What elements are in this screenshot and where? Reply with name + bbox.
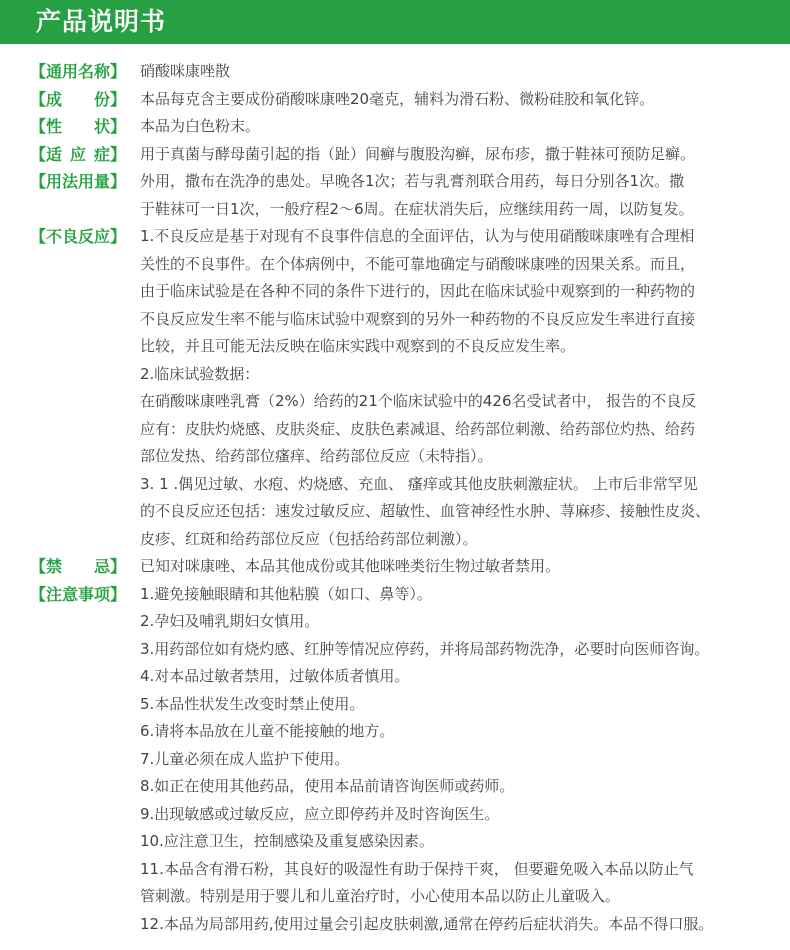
section-label-text: 不良反应 xyxy=(46,227,111,246)
text-line: 11.本品含有滑石粉，其良好的吸湿性有助于保持干爽， 但要避免吸入本品以防止气 xyxy=(140,859,694,878)
section-body xyxy=(140,86,790,114)
text-line: 4.对本品过敏者禁用，过敏体质者慎用。 xyxy=(140,667,410,685)
section-body xyxy=(140,553,790,581)
section-label-text: 禁忌 xyxy=(46,557,111,576)
section-label xyxy=(0,553,140,581)
section-label-text: 成份 xyxy=(46,89,111,109)
text-line: 已知对咪康唑、本品其他成份或其他咪唑类衍生物过敏者禁用。 xyxy=(140,557,561,575)
text-line: 用于真菌与酵母菌引起的指（趾）间癣与腹股沟癣，尿布疹，撒于鞋袜可预防足癣。 xyxy=(140,144,696,163)
text-line: 关性的不良事件。在个体病例中，不能可靠地确定与硝酸咪康唑的因果关系。而且， xyxy=(140,254,696,273)
text-line: 皮疹、红斑和给药部位反应（包括给药部位刺激）。 xyxy=(140,529,478,548)
section-body xyxy=(140,141,790,169)
section-label xyxy=(0,86,140,114)
section-label-text: 用法用量 xyxy=(46,172,111,191)
text-line: 应有：皮肤灼烧感、皮肤炎症、皮肤色素减退、给药部位刺激、给药部位灼热、给药 xyxy=(140,419,696,438)
text-line: 本品为白色粉末。 xyxy=(140,117,261,135)
text-line: 的不良反应还包括：速发过敏反应、超敏性、血管神经性水肿、荨麻疹、接触性皮炎、 xyxy=(140,502,711,520)
bracket-right: 】 xyxy=(110,172,127,191)
bracket-left: 【 xyxy=(30,557,47,576)
text-line: 2.临床试验数据： xyxy=(140,364,260,383)
section-label xyxy=(0,58,140,86)
text-line: 本品每克含主要成份硝酸咪康唑20毫克，辅料为滑石粉、微粉硅胶和氧化锌。 xyxy=(140,89,655,108)
section-1 xyxy=(0,86,790,114)
text-line: 5.本品性状发生改变时禁止使用。 xyxy=(140,694,365,713)
text-line: 管刺激。特别是用于婴儿和儿童治疗时，小心使用本品以防止儿童吸入。 xyxy=(140,887,621,905)
text-line: 3. 1 .偶见过敏、水疱、灼烧感、充血、 瘙痒或其他皮肤刺激症状。 上市后非常罕见 xyxy=(140,474,698,493)
bracket-left: 【 xyxy=(30,89,47,109)
text-line: 由于临床试验是在各种不同的条件下进行的，因此在临床试验中观察到的一种药物的 xyxy=(140,282,696,300)
text-line: 12.本品为局部用药,使用过量会引起皮肤刺激,通常在停药后症状消失。本品不得口服。 xyxy=(140,914,714,933)
text-line: 1.不良反应是基于对现有不良事件信息的全面评估，认为与使用硝酸咪康唑有合理相 xyxy=(140,227,695,245)
section-3 xyxy=(0,141,790,169)
bracket-left: 【 xyxy=(30,117,47,136)
bracket-right: 】 xyxy=(110,227,127,246)
section-6 xyxy=(0,553,790,581)
bracket-right: 】 xyxy=(110,117,127,136)
text-line: 硝酸咪康唑散 xyxy=(140,62,231,80)
section-4 xyxy=(0,168,790,223)
bracket-right: 】 xyxy=(110,584,127,604)
page-title: 产品说明书 xyxy=(36,7,167,36)
text-line: 于鞋袜可一日1次，一般疗程2～6周。在症状消失后，应继续用药一周，以防复发。 xyxy=(140,199,694,218)
section-label-text: 注意事项 xyxy=(46,584,111,604)
text-line: 比较，并且可能无法反映在临床实践中观察到的不良反应发生率。 xyxy=(140,337,576,355)
section-label-text: 适应症 xyxy=(46,144,111,164)
text-line: 外用，撒布在洗净的患处。早晚各1次；若与乳膏剂联合用药，每日分别各1次。撒 xyxy=(140,172,685,190)
bracket-right: 】 xyxy=(110,62,127,81)
bracket-left: 【 xyxy=(30,172,47,191)
text-line: 部位发热、给药部位瘙痒、给药部位反应（未特指）。 xyxy=(140,447,493,465)
bracket-left: 【 xyxy=(30,144,47,164)
section-body xyxy=(140,58,790,86)
section-2 xyxy=(0,113,790,141)
bracket-right: 】 xyxy=(110,89,127,109)
text-line: 6.请将本品放在儿童不能接触的地方。 xyxy=(140,722,395,740)
section-label xyxy=(0,581,140,939)
section-label-text: 通用名称 xyxy=(46,62,111,81)
section-label xyxy=(0,141,140,169)
text-line: 不良反应发生率不能与临床试验中观察到的另外一种药物的不良反应发生率进行直接 xyxy=(140,309,696,328)
header-bar xyxy=(0,0,790,44)
section-body xyxy=(140,113,790,141)
text-line: 2.孕妇及哺乳期妇女慎用。 xyxy=(140,612,320,630)
text-line: 7.儿童必须在成人监护下使用。 xyxy=(140,749,350,768)
text-line: 1.避免接触眼睛和其他粘膜（如口、鼻等）。 xyxy=(140,584,432,603)
section-5 xyxy=(0,223,790,553)
text-line: 10.应注意卫生，控制感染及重复感染因素。 xyxy=(140,832,434,850)
section-body xyxy=(140,581,790,939)
bracket-left: 【 xyxy=(30,227,47,246)
leaflet-content xyxy=(0,58,790,938)
section-body xyxy=(140,168,790,223)
section-7 xyxy=(0,581,790,939)
bracket-left: 【 xyxy=(30,62,47,81)
section-body xyxy=(140,223,790,553)
section-label xyxy=(0,113,140,141)
text-line: 9.出现敏感或过敏反应，应立即停药并及时咨询医生。 xyxy=(140,804,500,823)
bracket-right: 】 xyxy=(110,144,127,164)
bracket-left: 【 xyxy=(30,584,47,604)
bracket-right: 】 xyxy=(110,557,127,576)
section-label-text: 性状 xyxy=(46,117,111,136)
section-0 xyxy=(0,58,790,86)
section-label xyxy=(0,168,140,223)
text-line: 3.用药部位如有烧灼感、红肿等情况应停药，并将局部药物洗净，必要时向医师咨询。 xyxy=(140,639,710,658)
section-label xyxy=(0,223,140,553)
text-line: 8.如正在使用其他药品，使用本品前请咨询医师或药师。 xyxy=(140,777,515,795)
text-line: 在硝酸咪康唑乳膏（2%）给药的21个临床试验中的426名受试者中， 报告的不良反 xyxy=(140,392,697,410)
